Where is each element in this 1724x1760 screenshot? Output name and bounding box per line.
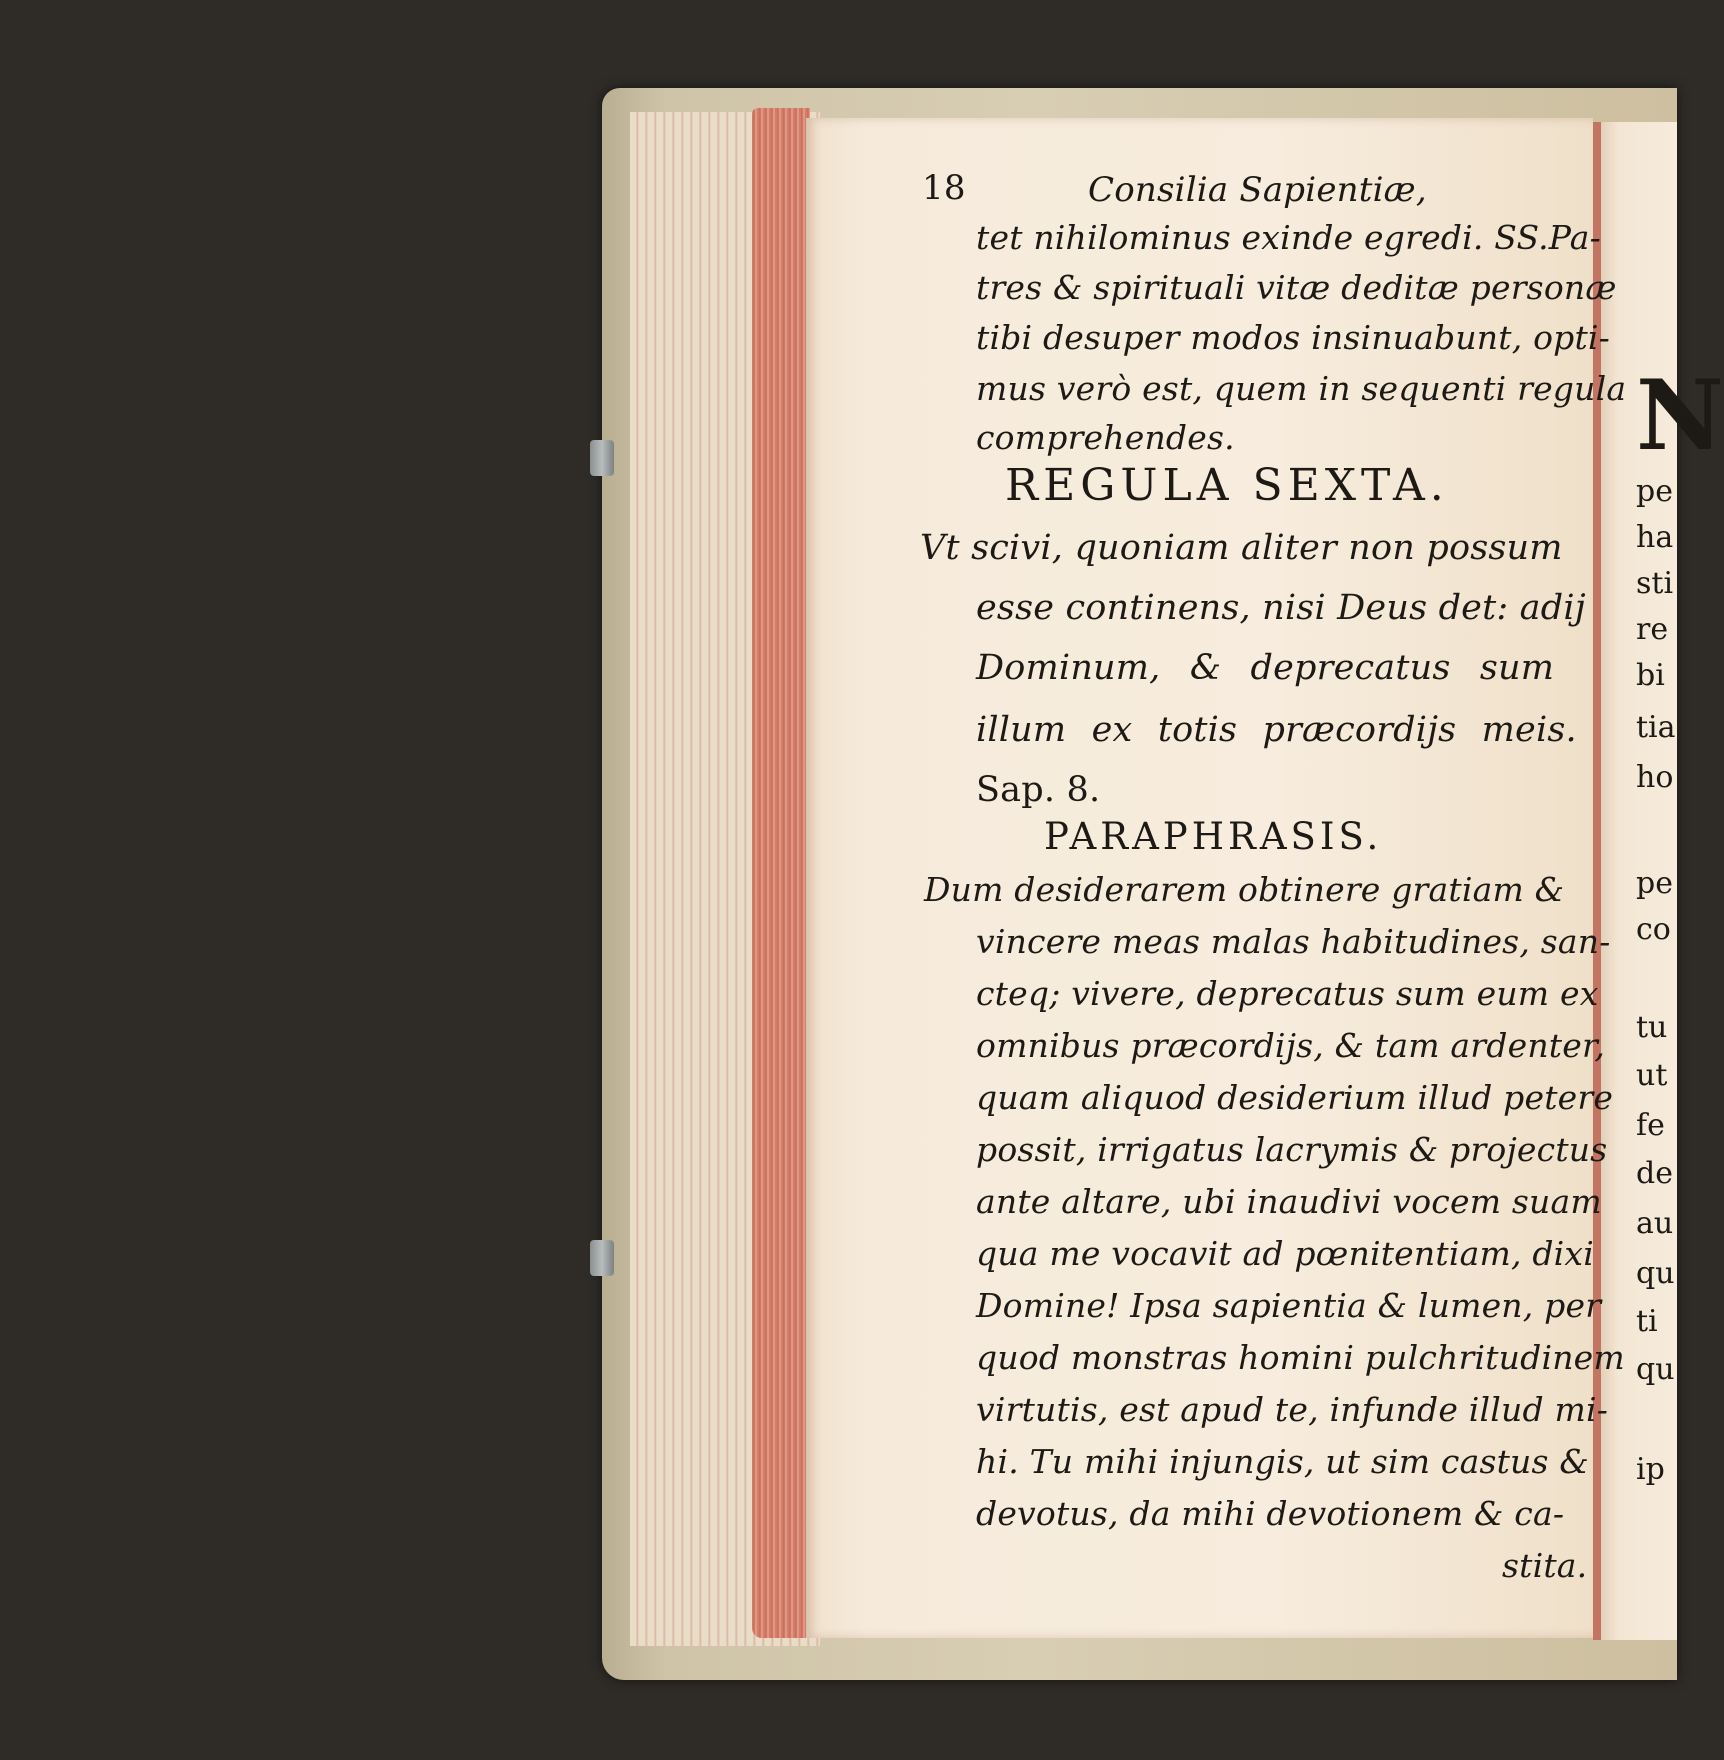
paraphrasis-line: hi. Tu mihi injungis, ut sim castus & bbox=[976, 1442, 1589, 1481]
right-fragment: qu bbox=[1636, 1256, 1675, 1291]
right-fragment: sti bbox=[1636, 566, 1674, 601]
paraphrasis-line: qua me vocavit ad pœnitentiam, dixi bbox=[976, 1234, 1594, 1273]
right-fragment: ho bbox=[1636, 760, 1674, 795]
right-fragment: re bbox=[1636, 612, 1669, 647]
paraphrasis-heading: PARAPHRASIS. bbox=[1044, 815, 1383, 858]
rule-line: Vt scivi, quoniam aliter non possum bbox=[920, 528, 1563, 568]
paraphrasis-line: Domine! Ipsa sapientia & lumen, per bbox=[976, 1286, 1602, 1325]
right-fragment: fe bbox=[1636, 1108, 1665, 1143]
section-heading: REGULA SEXTA. bbox=[1005, 460, 1449, 511]
right-fragment: co bbox=[1636, 912, 1671, 947]
running-title: Consilia Sapientiæ, bbox=[1088, 170, 1427, 210]
paraphrasis-line: vincere meas malas habitudines, san- bbox=[976, 922, 1611, 961]
text-line: mus verò est, quem in sequenti regula bbox=[976, 369, 1627, 408]
right-fragment: ha bbox=[1636, 520, 1674, 555]
text-line: tibi desuper modos insinuabunt, opti- bbox=[976, 318, 1611, 357]
rule-line: esse continens, nisi Deus det: adij bbox=[976, 588, 1586, 628]
right-fragment: ut bbox=[1636, 1058, 1668, 1093]
paraphrasis-line: virtutis, est apud te, infunde illud mi- bbox=[976, 1390, 1609, 1429]
right-fragment: pe bbox=[1636, 474, 1673, 509]
text-line: comprehendes. bbox=[976, 418, 1235, 457]
text-line: tet nihilominus exinde egredi. SS.Pa- bbox=[976, 218, 1601, 257]
paraphrasis-line: ante altare, ubi inaudivi vocem suam bbox=[976, 1182, 1602, 1221]
paraphrasis-line: cteq; vivere, deprecatus sum eum ex bbox=[976, 974, 1599, 1013]
paraphrasis-line: omnibus præcordijs, & tam ardenter, bbox=[976, 1026, 1606, 1065]
paraphrasis-line: possit, irrigatus lacrymis & projectus bbox=[976, 1130, 1608, 1169]
right-fragment: qu bbox=[1636, 1352, 1675, 1387]
rule-citation: Sap. 8. bbox=[976, 770, 1101, 810]
right-fragment: au bbox=[1636, 1206, 1674, 1241]
paraphrasis-line: quod monstras homini pulchritudinem bbox=[976, 1338, 1625, 1377]
catchword: stita. bbox=[1502, 1546, 1588, 1585]
clasp-top bbox=[590, 440, 614, 476]
right-fragment: bi bbox=[1636, 658, 1665, 693]
right-fragment: ti bbox=[1636, 1304, 1658, 1339]
right-fragment: tia bbox=[1636, 710, 1676, 745]
right-fragment: tu bbox=[1636, 1010, 1668, 1045]
page-number: 18 bbox=[922, 168, 966, 208]
rule-line: Dominum, & deprecatus sum bbox=[976, 648, 1555, 688]
text-line: tres & spirituali vitæ deditæ personæ bbox=[976, 268, 1617, 307]
paraphrasis-line: devotus, da mihi devotionem & ca- bbox=[976, 1494, 1565, 1533]
right-fragment: ip bbox=[1636, 1452, 1665, 1487]
drop-cap: N bbox=[1636, 359, 1724, 472]
paraphrasis-line: quam aliquod desiderium illud petere bbox=[976, 1078, 1614, 1117]
right-fragment: pe bbox=[1636, 866, 1673, 901]
paraphrasis-line: Dum desiderarem obtinere gratiam & bbox=[924, 870, 1565, 909]
rule-line: illum ex totis præcordijs meis. bbox=[976, 710, 1577, 750]
red-page-edge bbox=[752, 108, 810, 1638]
clasp-bottom bbox=[590, 1240, 614, 1276]
right-fragment: de bbox=[1636, 1156, 1673, 1191]
